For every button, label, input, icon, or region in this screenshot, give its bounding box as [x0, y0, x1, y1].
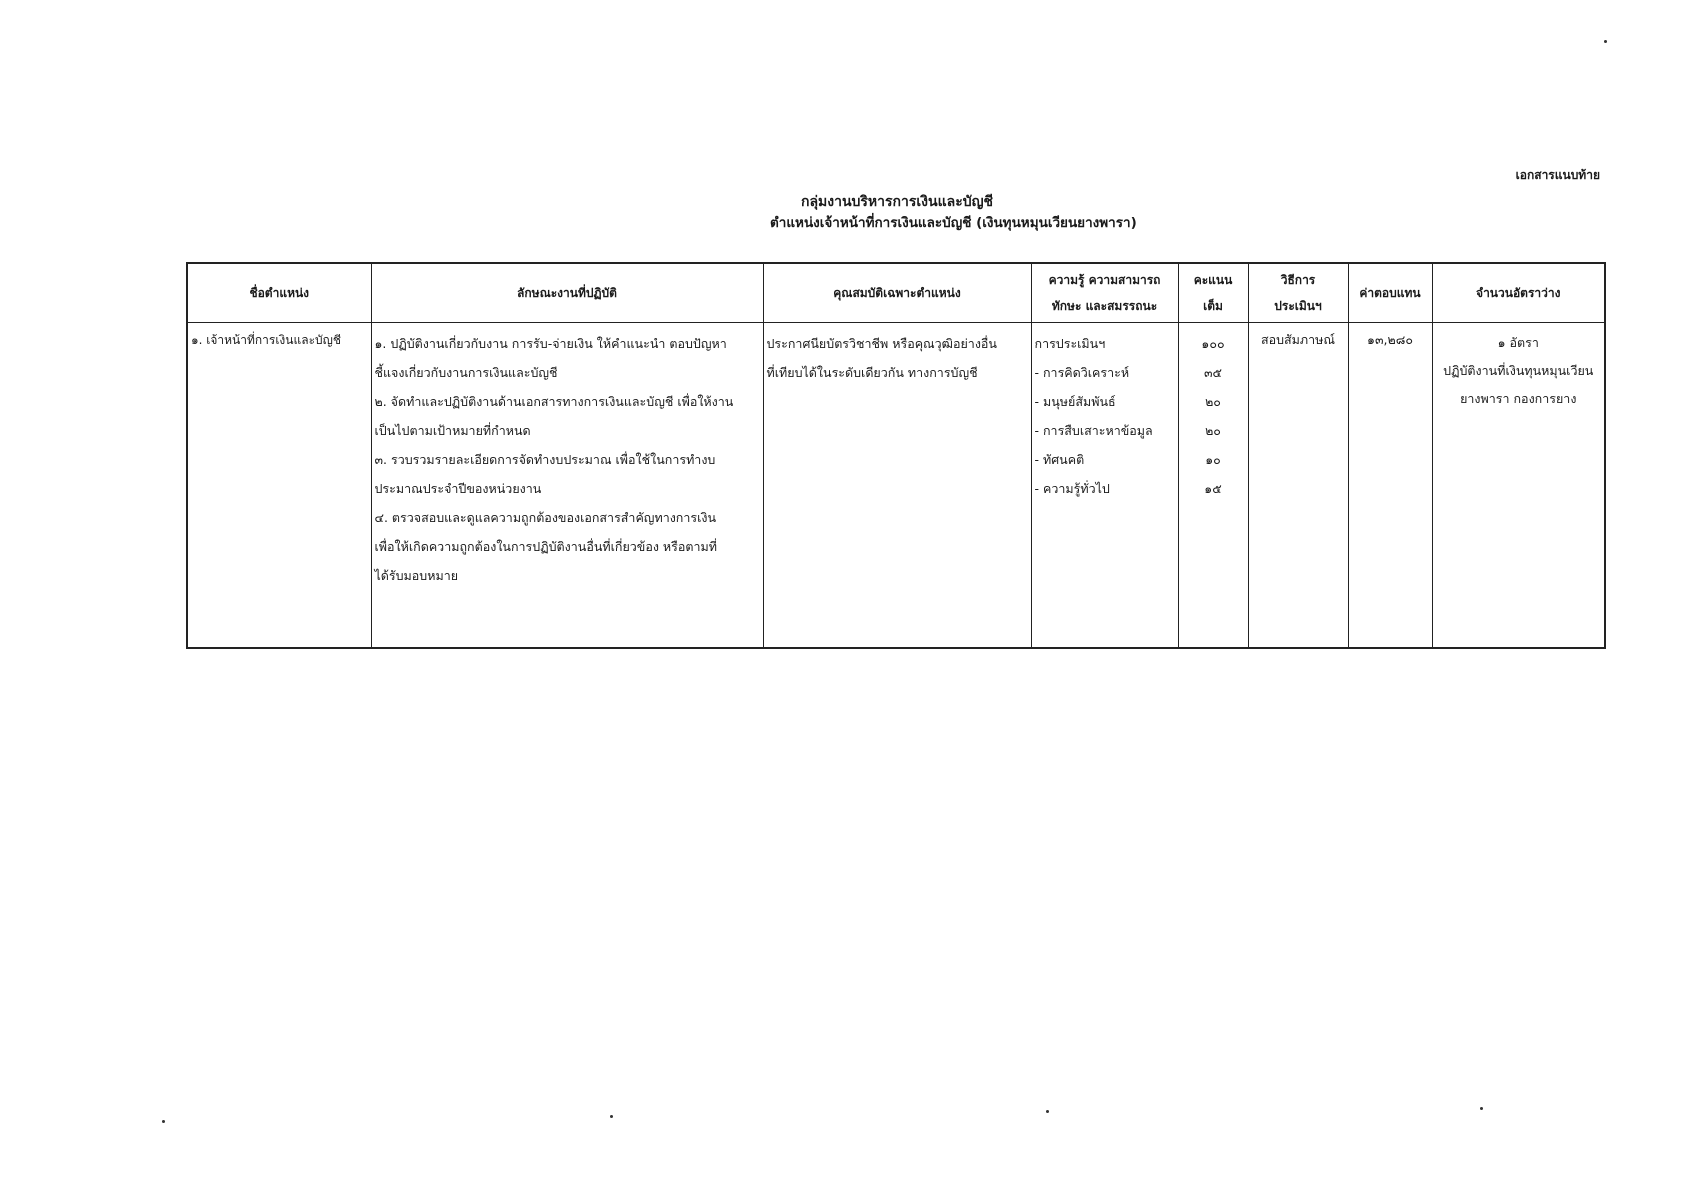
score-value: ๑๐๐: [1201, 336, 1225, 351]
header-full-score: [1178, 263, 1248, 323]
attachment-label: เอกสารแนบท้าย: [1515, 168, 1600, 182]
qualification-line: ที่เทียบได้ในระดับเดียวกัน ทางการบัญชี: [766, 365, 978, 380]
score-value: ๒๐: [1205, 423, 1221, 438]
skill-line: - ทัศนคติ: [1034, 452, 1085, 467]
cell-vacancies: [1432, 323, 1605, 649]
duty-line: เพื่อให้เกิดความถูกต้องในการปฏิบัติงานอื่นที่เกี่ยวข้อง หรือตามที่: [374, 539, 718, 554]
cell-duties: [371, 323, 763, 649]
score-value: ๓๕: [1203, 365, 1222, 380]
duty-line: ได้รับมอบหมาย: [374, 568, 459, 583]
skill-line: - ความรู้ทั่วไป: [1034, 481, 1110, 496]
scan-speck: [1046, 1110, 1049, 1113]
title-line-1: กลุ่มงานบริหารการเงินและบัญชี: [800, 194, 994, 210]
skill-line: - มนุษย์สัมพันธ์: [1034, 394, 1116, 409]
header-assessment-method: [1248, 263, 1348, 323]
header-skills: [1031, 263, 1178, 323]
compensation-value: ๑๓,๒๘๐: [1367, 332, 1413, 347]
cell-method: [1248, 323, 1348, 649]
duty-line: ชี้แจงเกี่ยวกับงานการเงินและบัญชี: [374, 365, 558, 380]
table-header-row: [187, 263, 1605, 323]
scan-speck: [1480, 1107, 1483, 1110]
header-skills-line: ทักษะ และสมรรถนะ: [1051, 299, 1158, 313]
skill-line: - การคิดวิเคราะห์: [1034, 365, 1130, 380]
scan-speck: [162, 1120, 165, 1123]
header-compensation: ค่าตอบแทน: [1348, 263, 1432, 323]
score-value: ๑๐: [1205, 452, 1221, 467]
vacancy-count: ๑ อัตรา: [1497, 335, 1539, 350]
cell-qualifications: [763, 323, 1031, 649]
cell-scores: [1178, 323, 1248, 649]
duty-line: ประมาณประจำปีของหน่วยงาน: [374, 481, 542, 496]
header-score-line: คะแนน: [1193, 273, 1233, 287]
assessment-method: สอบสัมภาษณ์: [1260, 332, 1336, 347]
cell-position-name: [187, 323, 371, 649]
header-method-line: วิธีการ: [1280, 273, 1316, 287]
duty-line: ๓. รวบรวมรายละเอียดการจัดทำงบประมาณ เพื่อใช้ในการทำงบ: [374, 452, 716, 467]
title-line-2: ตำแหน่งเจ้าหน้าที่การเงินและบัญชี (เงินทุนหมุนเวียนยางพารา): [770, 215, 1137, 231]
scan-speck: [610, 1115, 613, 1118]
header-score-line: เต็ม: [1203, 299, 1223, 313]
header-position-name: ชื่อตำแหน่ง: [187, 263, 371, 323]
position-table: [186, 262, 1606, 649]
position-name: ๑. เจ้าหน้าที่การเงินและบัญชี: [191, 333, 342, 347]
duty-line: ๔. ตรวจสอบและดูแลความถูกต้องของเอกสารสำคัญทางการเงิน: [374, 510, 717, 525]
header-method-line: ประเมินฯ: [1274, 299, 1322, 313]
duty-line: ๒. จัดทำและปฏิบัติงานด้านเอกสารทางการเงินและบัญชี เพื่อให้งาน: [374, 394, 734, 409]
skill-line: การประเมินฯ: [1034, 336, 1106, 351]
vacancy-note: ปฏิบัติงานที่เงินทุนหมุนเวียน: [1443, 363, 1594, 378]
score-value: ๒๐: [1205, 394, 1221, 409]
header-vacancies: จำนวนอัตราว่าง: [1432, 263, 1605, 323]
duty-line: ๑. ปฏิบัติงานเกี่ยวกับงาน การรับ-จ่ายเงิน ให้คำแนะนำ ตอบปัญหา: [374, 336, 727, 351]
duty-line: เป็นไปตามเป้าหมายที่กำหนด: [374, 423, 531, 438]
skill-line: - การสืบเสาะหาข้อมูล: [1034, 423, 1153, 438]
cell-compensation: [1348, 323, 1432, 649]
table-row: [187, 323, 1605, 649]
header-duties: ลักษณะงานที่ปฏิบัติ: [371, 263, 763, 323]
header-skills-line: ความรู้ ความสามารถ: [1048, 273, 1161, 287]
cell-skills: [1031, 323, 1178, 649]
vacancy-note: ยางพารา กองการยาง: [1460, 391, 1577, 406]
document-title: [760, 192, 1160, 234]
header-qualifications: คุณสมบัติเฉพาะตำแหน่ง: [763, 263, 1031, 323]
qualification-line: ประกาศนียบัตรวิชาชีพ หรือคุณวุฒิอย่างอื่น: [766, 336, 997, 351]
scan-speck: [1604, 40, 1607, 43]
score-value: ๑๕: [1204, 481, 1222, 496]
